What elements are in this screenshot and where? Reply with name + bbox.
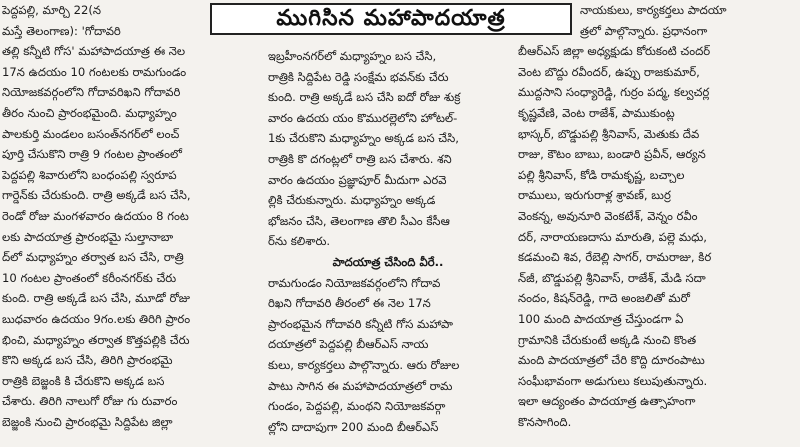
text-line: భాస్కర్, బొడ్డుపల్లి శ్రీనివాస్, మెతుకు దేవ <box>518 126 700 141</box>
text-line: పాలకుర్తి మండలం బసంత్‌నగర్‌లో లంచ్ <box>2 126 180 141</box>
text-line: చేశారు. తిరిగి నాలుగో రోజు గు రువారం <box>2 394 178 409</box>
text-line: రిఖని గోదావరి తీరంలో ఈ నెల 17న <box>268 296 431 311</box>
text-line: ద్‌లో మధ్యాహ్నం తర్వాత బస చేసి, రాత్రి <box>2 250 184 265</box>
text-line: మస్తే తెలంగాణ): 'గోదావరి <box>2 23 121 38</box>
text-line: 100 మంది పాదయాత్ర చేస్తుండగా ఏ <box>518 311 684 326</box>
text-line: కుంది. రాత్రి అక్కడే బస చేసి ఐదో రోజు శుక్ర <box>268 90 461 105</box>
text-line: సంఘీభావంగా అడుగులు కలుపుతున్నారు. <box>518 373 708 388</box>
text-line: కడమంచి శివ, రేబెల్లి సాగర్, రామరాజు, కిర <box>518 250 712 265</box>
text-line: రాములు, ఇరుగురాళ్ల శ్రావణ్, బుర్ర <box>518 188 671 203</box>
section-subheading: పాదయాత్ర చేసింది వీరే.. <box>332 254 444 269</box>
text-line: పెద్దపల్లి, మార్చి 22(న <box>2 3 101 17</box>
text-line: నాయకులు, కార్యకర్తలు పాదయా <box>580 3 727 17</box>
text-line: బెజ్జంకి నుంచి ప్రారంభమై సిద్దిపేట జిల్లా <box>2 414 173 429</box>
text-line: లకు పాదయాత్ర ప్రారంభమై సుల్తానాబా <box>2 229 174 244</box>
text-line: నియోజకవర్గంలోని గోదావరిఖని గోదావరి <box>2 85 181 100</box>
text-line: వెంట బొద్దు రవీందర్, ఉప్పు రాజకుమార్, <box>518 64 700 79</box>
article-headline: ముగిసిన మహాపాదయాత్ర <box>210 3 572 35</box>
text-line: వారం ఉదయ యం కొముర‌ల్లెలోని హోటల్- <box>268 110 458 125</box>
article-column-3 <box>518 0 793 447</box>
text-line: పాటు సాగిన ఈ మహాపాదయాత్రలో రామ <box>268 378 453 393</box>
text-line: దయాత్రలో పెద్దపల్లి బీఆర్‌ఎస్ నాయ <box>268 337 429 352</box>
text-line: బీఆర్‌ఎస్ జిల్లా అధ్యక్షుడు కోరుకంటి చందర్ <box>518 44 711 59</box>
text-line: రాత్రికి కొ దగంట్లలో రాత్రి బస చేశారు. శని <box>268 151 452 166</box>
text-line: రామగుండం నియోజకవర్గంలోని గోదావ <box>268 275 441 290</box>
article-column-2 <box>268 0 508 447</box>
text-line: ల్లికి చేరుకున్నారు. మధ్యాహ్నం అక్కడ <box>268 193 436 208</box>
text-line: రెండో రోజు మంగళవారం ఉదయం 8 గంట <box>2 208 189 223</box>
text-line: ప్రారంభమైన గోదావరి కన్నీటి గోస మహాపా <box>268 316 453 331</box>
text-line: మంది పాదయాత్రలో చేరి కొద్ది దూరంపాటు <box>518 353 705 368</box>
text-line: ర్‌ను కలిశారు. <box>268 234 331 249</box>
text-line: త్రలో పాల్గొన్నారు. ప్రధానంగా <box>580 23 708 38</box>
text-line: వెంకన్న, అవునూరి వెంకటేశ్, వెన్నం రవీం <box>518 208 698 223</box>
text-line: కొని అక్కడ బస చేసి, తిరిగి ప్రారంభమై <box>2 353 173 368</box>
text-line: కులు, కార్యకర్తలు పాల్గొన్నారు. ఆరు రోజుల <box>268 357 460 372</box>
text-line: గార్డెన్‌కు చేరుకుంది. రాత్రి అక్కడే బస చేసి, <box>2 188 191 203</box>
text-line: తల్లి కన్నీటి గోస' మహాపాదయాత్ర ఈ నెల <box>2 44 186 59</box>
text-line: నందం, కిషన్‌రెడ్డి, గాదె అంజలితో మరో <box>518 291 690 306</box>
text-line: బుధవారం ఉదయం 9గం.లకు తిరిగి ప్రారం <box>2 311 191 326</box>
text-line: రాత్రికి బెజ్జంకి కి చేరుకొని అక్కడ బస <box>2 373 165 388</box>
text-line: పెద్దపల్లి శివారులోని బంధంపల్లి స్వరూప <box>2 167 177 182</box>
text-line: 17న ఉదయం 10 గంటలకు రామగుండం <box>2 64 187 79</box>
text-line: ముద్దసాని సంధ్యారెడ్డి, గుర్రం పద్మ, కల్వచర్ల <box>518 85 710 100</box>
text-line: వారం ఉదయం ప్రజ్ఞాపూర్ మీదుగా ఎరవె <box>268 172 447 187</box>
text-line: భించి, మధ్యాహ్నం తర్వాత కొత్తపల్లికి చేరు <box>2 332 190 347</box>
text-line: కృష్ణవేణి, వెంట రాజేశ్, పాముకుంట్ల <box>518 105 675 120</box>
text-line: రాత్రికి సిద్దిపేట రెడ్డి సంక్షేమ భవన్‌కు చేరు <box>268 69 449 84</box>
text-line: 1కు చేరుకొని మధ్యాహ్నం అక్కడ బస చేసి, <box>268 131 459 146</box>
text-line: తీరం నుంచి ప్రారంభమైంది. మధ్యాహ్నం <box>2 105 177 120</box>
text-line: పల్లి శ్రీనివాస్, కోడి రామకృష్ణ, బచ్చాల <box>518 167 685 182</box>
article-column-1 <box>2 0 257 447</box>
text-line: గుండం, పెద్దపల్లి, మంథని నియోజకవర్గా <box>268 399 446 414</box>
text-line: పూర్తి చేసుకొని రాత్రి 9 గంటల ప్రాంతంలో <box>2 147 182 162</box>
text-line: దర్, నారాయణదాసు మారుతి, పల్లె మధు, <box>518 229 707 244</box>
text-line: గ్రామానికి చేరుకుంటే అక్కడి నుంచి కొంత <box>518 332 697 347</box>
text-line: ల్లోని దాదాపుగా 200 మంది బీఆర్‌ఎస్ <box>268 419 439 434</box>
text-line: ఇబ్రహీంనగర్‌లో మధ్యాహ్నం బస చేసి, <box>268 49 437 63</box>
text-line: రాజు, కౌటం బాబు, బండారి ప్రవీన్, ఆర్యన <box>518 147 706 162</box>
text-line: కొనసాగింది. <box>518 414 572 429</box>
text-line: న్‌జీ, బొడ్డుపల్లి శ్రీనివాస్, రాజేశ్, మేడి సదా <box>518 270 706 285</box>
text-line: భోజనం చేసి, తెలంగాణ తొలి సీఎం కేసీఆ <box>268 213 450 228</box>
text-line: 10 గంటల ప్రాంతంలో కరీంనగర్‌కు చేరు <box>2 270 177 285</box>
text-line: ఇలా ఆద్యంతం పాదయాత్ర ఉత్సాహంగా <box>518 394 696 409</box>
text-line: కుంది. రాత్రి అక్కడే బస చేసి, మూడో రోజు <box>2 291 190 306</box>
